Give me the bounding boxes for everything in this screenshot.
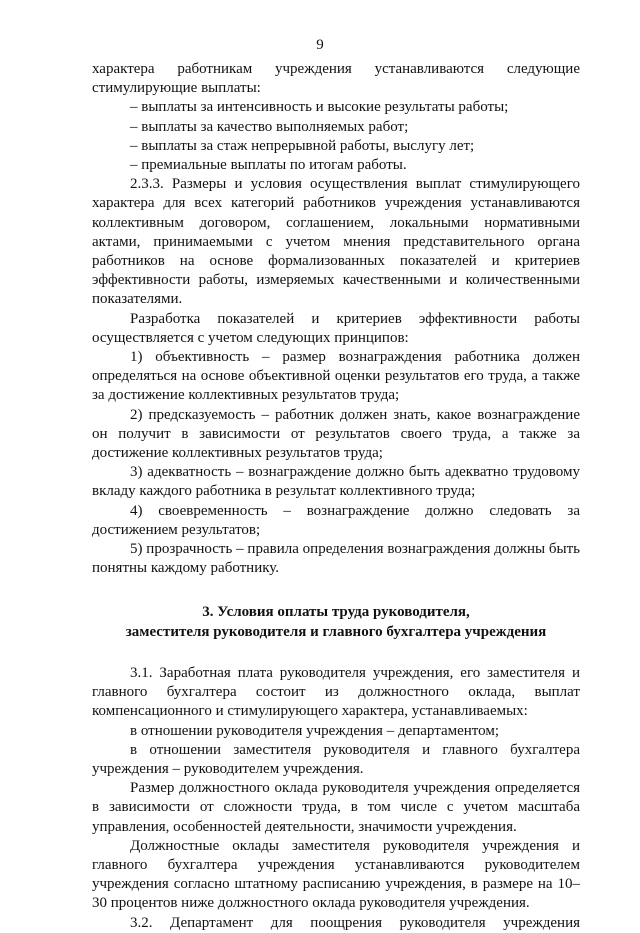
section-heading-line-2: заместителя руководителя и главного бухгалтера учреждения [125, 623, 547, 640]
paragraph: в отношении руководителя учреждения – департаментом; [130, 722, 500, 739]
paragraph: Размер должностного оклада руководителя учреждения определяется в зависимости от сложности труда, в том числе с учетом масштаба управления, особенностей деятельности, значимости учреждения. [92, 780, 580, 835]
paragraphs-before-section [92, 60, 580, 578]
page-number: 9 [316, 37, 324, 53]
paragraph: 5) прозрачность – правила определения вознаграждения должны быть понятны каждому работнику. [92, 541, 580, 577]
paragraph: – премиальные выплаты по итогам работы. [130, 157, 407, 174]
paragraph: в отношении заместителя руководителя и главного бухгалтера учреждения – руководителем учреждения. [92, 741, 580, 777]
paragraph: 4) своевременность – вознаграждение должно следовать за достижением результатов; [92, 502, 580, 538]
paragraph: – выплаты за качество выполняемых работ; [130, 118, 409, 135]
paragraph: 2) предсказуемость – работник должен знать, какое вознаграждение он получит в зависимости от результатов своего труда, а также за достижение коллективных результатов труда; [92, 406, 580, 462]
paragraph: 1) объективность – размер вознаграждения работника должен определяться на основе объективной оценки результатов его труда, а также за достижение коллективных результатов труда; [92, 349, 580, 404]
section-heading-line-1: 3. Условия оплаты труда руководителя, [202, 604, 470, 621]
paragraph: – выплаты за интенсивность и высокие результаты работы; [130, 99, 509, 116]
paragraph: 3.2. Департамент для поощрения руководителя учреждения [130, 914, 580, 931]
paragraph: характера работникам учреждения устанавливаются следующие стимулирующие выплаты: [92, 61, 580, 97]
paragraph: 2.3.3. Размеры и условия осуществления выплат стимулирующего характера для всех категорий работников учреждения устанавливаются коллективным договором, соглашением, локальными нормативными актами, принимаемыми с учетом мнения представительного органа работников на основе формализованных показателей и критериев эффективности работы, измеряемых качественными и количественными показателями. [92, 176, 580, 308]
paragraph: 3.1. Заработная плата руководителя учреждения, его заместителя и главного бухгалтера состоит из должностного оклада, выплат компенсационного и стимулирующего характера, устанавливаемых: [92, 664, 580, 720]
paragraphs-after-section [92, 664, 580, 933]
paragraph: – выплаты за стаж непрерывной работы, выслугу лет; [130, 137, 475, 154]
document-body [92, 60, 580, 933]
paragraph: Разработка показателей и критериев эффективности работы осуществляется с учетом следующих принципов: [92, 310, 580, 346]
section-heading [92, 603, 580, 641]
paragraph: Должностные оклады заместителя руководителя учреждения и главного бухгалтера учреждения устанавливаются руководителем учреждения согласно штатному расписанию учреждения, в размере на 10–30 процентов ниже должностного оклада руководителя учреждения. [92, 837, 580, 912]
paragraph: 3) адекватность – вознаграждение должно быть адекватно трудовому вкладу каждого работника в результат коллективного труда; [92, 464, 580, 500]
